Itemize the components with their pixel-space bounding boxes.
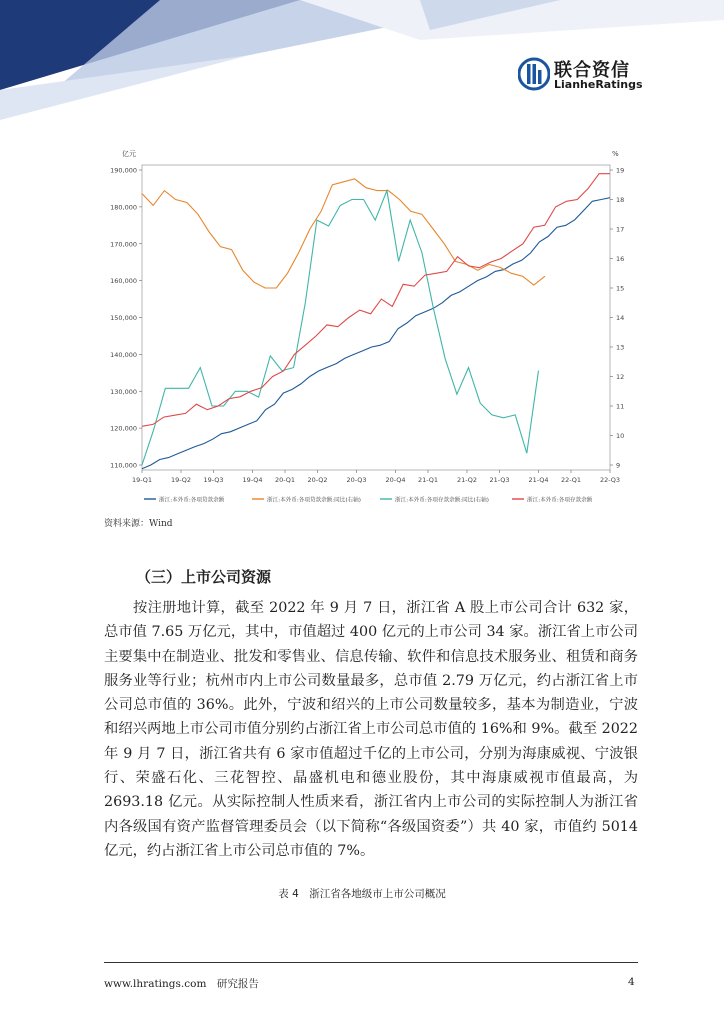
x-tick-label: 19-Q4 bbox=[242, 476, 263, 484]
body-paragraph: 按注册地计算，截至 2022 年 9 月 7 日，浙江省 A 股上市公司合计 632 家，总市值 7.65 万亿元，其中，市值超过 400 亿元的上市公司 34 家。浙江省上市公司主要集中在制造业、批发和零售业、信息传输、软件和信息技术服务业、租赁和商务服务业等行业；杭州市内上市公司数量最多，总市值 2.79 万亿元，约占浙江省上市公司总市值的 36%。此外，宁波和绍兴的上市公司数量较多，基本为制造业，宁波和绍兴两地上市公司市值分别约占浙江省上市公司总市值的 16%和 9%。截至 2022 年 9 月 7 日，浙江省共有 6 家市值超过千亿的上市公司，分别为海康威视、宁波银行、荣盛石化、三花智控、晶盛机电和德业股份，其中海康威视市值最高，为 2693.18 亿元。从实际控制人性质来看，浙江省内上市公司的实际控制人为浙江省内各级国有资产监督管理委员会（以下简称“各级国资委”）共 40 家，市值约 5014 亿元，约占浙江省上市公司总市值的 7%。 bbox=[104, 600, 638, 859]
x-tick-label: 21-Q1 bbox=[417, 476, 439, 484]
right-tick-label: 19 bbox=[616, 166, 625, 175]
right-tick-label: 16 bbox=[616, 255, 625, 263]
left-axis-unit: 亿元 bbox=[122, 150, 136, 158]
right-tick-label: 18 bbox=[616, 196, 625, 204]
table-caption: 表 4 浙江省各地级市上市公司概况 bbox=[278, 888, 446, 900]
left-tick-label: 190,000 bbox=[110, 166, 137, 175]
legend-label-3: 浙江:本外币:各项存款余额:同比(右轴) bbox=[395, 497, 489, 504]
x-tick-label: 19-Q1 bbox=[131, 476, 153, 484]
right-tick-label: 14 bbox=[616, 314, 625, 322]
right-tick-label: 11 bbox=[616, 402, 625, 411]
right-axis-unit: % bbox=[612, 150, 619, 158]
right-tick-label: 9 bbox=[616, 461, 621, 470]
left-tick-label: 170,000 bbox=[110, 240, 137, 249]
legend-label-4: 浙江:本外币:各项存款余额 bbox=[527, 497, 593, 504]
right-tick-label: 12 bbox=[616, 373, 625, 381]
x-tick-label: 20-Q1 bbox=[274, 476, 296, 484]
page-number: 4 bbox=[628, 976, 635, 988]
series-line-2 bbox=[142, 179, 545, 288]
left-tick-label: 150,000 bbox=[110, 314, 137, 322]
logo-chinese: 联合资信 bbox=[554, 60, 630, 81]
company-logo bbox=[518, 54, 648, 94]
left-tick-label: 110,000 bbox=[110, 461, 137, 470]
x-tick-label: 19-Q2 bbox=[170, 476, 192, 484]
x-tick-label: 19-Q3 bbox=[203, 476, 224, 484]
left-tick-label: 140,000 bbox=[110, 350, 137, 359]
left-tick-label: 180,000 bbox=[110, 203, 137, 212]
series-line-4 bbox=[142, 174, 610, 427]
left-tick-label: 130,000 bbox=[110, 387, 137, 396]
section-title: （三）上市公司资源 bbox=[136, 568, 272, 586]
x-tick-label: 22-Q3 bbox=[599, 476, 621, 484]
right-tick-label: 10 bbox=[616, 432, 625, 440]
x-tick-label: 21-Q2 bbox=[456, 476, 478, 484]
footer-website: www.lhratings.com 研究报告 bbox=[104, 978, 259, 990]
plot-frame bbox=[142, 165, 610, 470]
x-tick-label: 22-Q1 bbox=[560, 476, 582, 484]
legend-label-2: 浙江:本外币:各项贷款余额:同比(右轴) bbox=[267, 497, 361, 504]
x-tick-label: 20-Q2 bbox=[307, 476, 328, 484]
chart-source: 资料来源：Wind bbox=[104, 519, 173, 529]
right-tick-label: 15 bbox=[616, 284, 625, 293]
legend-label-1: 浙江:本外币:各项贷款余额 bbox=[159, 497, 225, 504]
logo-mark-icon bbox=[518, 56, 550, 92]
series-line-1 bbox=[142, 198, 610, 469]
right-tick-label: 17 bbox=[616, 225, 625, 234]
right-tick-label: 13 bbox=[616, 343, 625, 352]
series-line-3 bbox=[142, 191, 539, 465]
x-tick-label: 20-Q4 bbox=[385, 476, 406, 484]
x-tick-label: 20-Q3 bbox=[346, 476, 367, 484]
x-tick-label: 21-Q4 bbox=[528, 476, 549, 484]
footer-divider bbox=[104, 962, 638, 963]
logo-english: LianheRatings bbox=[554, 78, 643, 91]
left-tick-label: 120,000 bbox=[110, 424, 137, 433]
left-tick-label: 160,000 bbox=[110, 277, 137, 286]
loan-deposit-chart bbox=[100, 145, 636, 525]
x-tick-label: 21-Q3 bbox=[489, 476, 510, 484]
